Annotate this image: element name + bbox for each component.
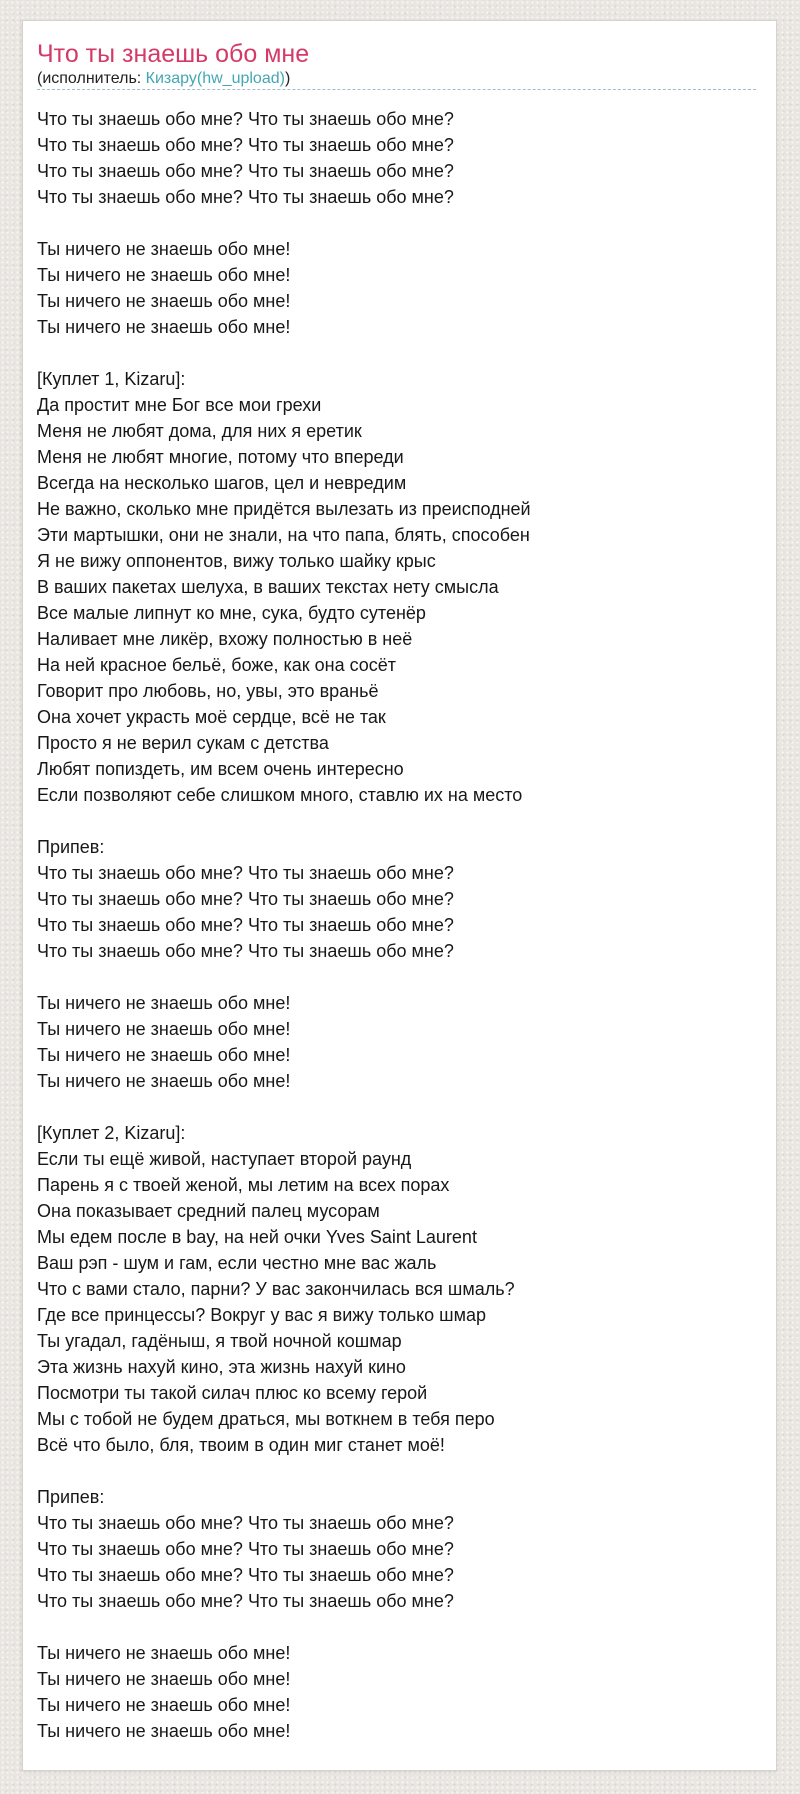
lyric-line: Что ты знаешь обо мне? Что ты знаешь обо мне? bbox=[37, 135, 454, 155]
blank-line bbox=[37, 1458, 756, 1484]
lyric-line: Меня не любят многие, потому что впереди bbox=[37, 447, 404, 467]
lyric-line: Припев: bbox=[37, 1487, 105, 1507]
lyric-line: Она хочет украсть моё сердце, всё не так bbox=[37, 707, 386, 727]
lyric-line: [Куплет 2, Kizaru]: bbox=[37, 1123, 186, 1143]
lyrics bbox=[37, 106, 756, 1744]
lyric-line: Эта жизнь нахуй кино, эта жизнь нахуй кино bbox=[37, 1357, 406, 1377]
lyric-line: Что ты знаешь обо мне? Что ты знаешь обо мне? bbox=[37, 889, 454, 909]
lyric-line: Говорит про любовь, но, увы, это враньё bbox=[37, 681, 379, 701]
lyric-line: Что ты знаешь обо мне? Что ты знаешь обо мне? bbox=[37, 915, 454, 935]
lyric-line: Не важно, сколько мне придётся вылезать из преисподней bbox=[37, 499, 531, 519]
lyric-line: Ты ничего не знаешь обо мне! bbox=[37, 1721, 291, 1741]
lyric-line: Ты ничего не знаешь обо мне! bbox=[37, 317, 291, 337]
blank-line bbox=[37, 340, 756, 366]
lyric-line: Всё что было, бля, твоим в один миг станет моё! bbox=[37, 1435, 445, 1455]
lyric-line: Что с вами стало, парни? У вас закончилась вся шмаль? bbox=[37, 1279, 515, 1299]
artist-label: (исполнитель: bbox=[37, 70, 146, 87]
lyric-line: Если позволяют себе слишком много, ставлю их на место bbox=[37, 785, 523, 805]
lyric-line: Что ты знаешь обо мне? Что ты знаешь обо мне? bbox=[37, 187, 454, 207]
lyric-line: Что ты знаешь обо мне? Что ты знаешь обо мне? bbox=[37, 941, 454, 961]
lyric-line: Если ты ещё живой, наступает второй раунд bbox=[37, 1149, 412, 1169]
lyric-line: Ты ничего не знаешь обо мне! bbox=[37, 1019, 291, 1039]
lyric-line: Ты ничего не знаешь обо мне! bbox=[37, 1071, 291, 1091]
blank-line bbox=[37, 964, 756, 990]
lyric-line: Ваш рэп - шум и гам, если честно мне вас жаль bbox=[37, 1253, 437, 1273]
lyric-line: Любят попиздеть, им всем очень интересно bbox=[37, 759, 404, 779]
lyric-line: Меня не любят дома, для них я еретик bbox=[37, 421, 362, 441]
lyric-line: Ты ничего не знаешь обо мне! bbox=[37, 1045, 291, 1065]
lyric-line: В ваших пакетах шелуха, в ваших текстах нету смысла bbox=[37, 577, 499, 597]
blank-line bbox=[37, 1614, 756, 1640]
lyric-line: Что ты знаешь обо мне? Что ты знаешь обо мне? bbox=[37, 1539, 454, 1559]
lyric-line: Она показывает средний палец мусорам bbox=[37, 1201, 380, 1221]
lyric-line: Что ты знаешь обо мне? Что ты знаешь обо мне? bbox=[37, 1513, 454, 1533]
lyric-line: Ты ничего не знаешь обо мне! bbox=[37, 1643, 291, 1663]
lyric-line: Парень я с твоей женой, мы летим на всех порах bbox=[37, 1175, 450, 1195]
lyric-line: Что ты знаешь обо мне? Что ты знаешь обо мне? bbox=[37, 109, 454, 129]
lyric-line: Ты ничего не знаешь обо мне! bbox=[37, 265, 291, 285]
lyric-line: Припев: bbox=[37, 837, 105, 857]
blank-line bbox=[37, 210, 756, 236]
lyric-line: Где все принцессы? Вокруг у вас я вижу только шмар bbox=[37, 1305, 486, 1325]
lyric-line: Мы с тобой не будем драться, мы воткнем в тебя перо bbox=[37, 1409, 495, 1429]
lyric-line: Ты ничего не знаешь обо мне! bbox=[37, 239, 291, 259]
lyric-line: На ней красное бельё, боже, как она сосёт bbox=[37, 655, 397, 675]
lyric-line: Что ты знаешь обо мне? Что ты знаешь обо мне? bbox=[37, 161, 454, 181]
lyric-line: Я не вижу оппонентов, вижу только шайку крыс bbox=[37, 551, 436, 571]
card-content bbox=[23, 21, 776, 1744]
lyric-line: Ты ничего не знаешь обо мне! bbox=[37, 1669, 291, 1689]
blank-line bbox=[37, 1094, 756, 1120]
lyric-line: Наливает мне ликёр, вхожу полностью в неё bbox=[37, 629, 413, 649]
lyric-line: Посмотри ты такой силач плюс ко всему герой bbox=[37, 1383, 428, 1403]
song-title: Что ты знаешь обо мне bbox=[37, 40, 310, 68]
lyric-line: Всегда на несколько шагов, цел и невредим bbox=[37, 473, 407, 493]
lyric-line: Что ты знаешь обо мне? Что ты знаешь обо мне? bbox=[37, 1565, 454, 1585]
artist-line-suffix: ) bbox=[284, 70, 291, 87]
lyric-line: Ты ничего не знаешь обо мне! bbox=[37, 993, 291, 1013]
blank-line bbox=[37, 808, 756, 834]
lyric-line: [Куплет 1, Kizaru]: bbox=[37, 369, 186, 389]
lyrics-card bbox=[22, 20, 777, 1771]
artist-link[interactable]: Кизару(hw_upload) bbox=[145, 70, 285, 87]
lyric-line: Эти мартышки, они не знали, на что папа, блять, способен bbox=[37, 525, 530, 545]
lyric-line: Мы едем после в bay, на ней очки Yves Saint Laurent bbox=[37, 1227, 477, 1247]
lyric-line: Все малые липнут ко мне, сука, будто сутенёр bbox=[37, 603, 426, 623]
artist-line bbox=[37, 69, 756, 90]
lyric-line: Просто я не верил сукам с детства bbox=[37, 733, 329, 753]
lyric-line: Да простит мне Бог все мои грехи bbox=[37, 395, 322, 415]
lyric-line: Ты угадал, гадёныш, я твой ночной кошмар bbox=[37, 1331, 402, 1351]
lyric-line: Что ты знаешь обо мне? Что ты знаешь обо мне? bbox=[37, 863, 454, 883]
lyric-line: Ты ничего не знаешь обо мне! bbox=[37, 1695, 291, 1715]
lyric-line: Что ты знаешь обо мне? Что ты знаешь обо мне? bbox=[37, 1591, 454, 1611]
lyric-line: Ты ничего не знаешь обо мне! bbox=[37, 291, 291, 311]
